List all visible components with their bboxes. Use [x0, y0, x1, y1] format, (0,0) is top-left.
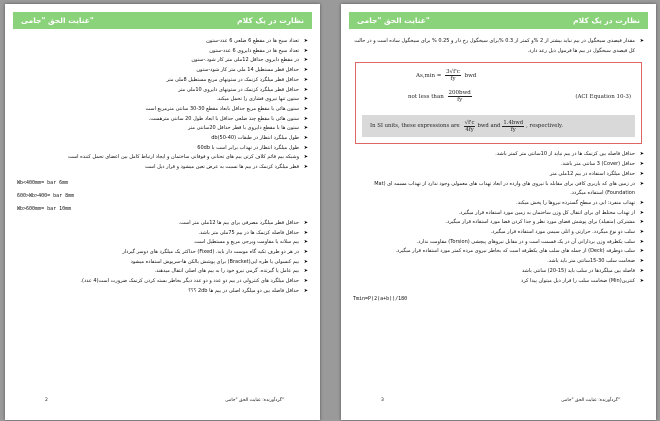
- list-item: ➤ فاصله بین میلگردها در سلب باید (15-20) سانتی باشد: [353, 267, 644, 277]
- page-header: [13, 12, 312, 29]
- list-item: ➤ طول میلگرد انتظار در تهداب برابر است با 60db: [17, 144, 308, 154]
- list-item: ➤ حداقل فاصله بین دو میلگرد اصلی در بیم ها 2db ؟؟؟: [17, 287, 308, 297]
- fraction-denominator: fy: [510, 126, 516, 133]
- list-item: ➤ مقدار فیصدی سیخگول در بیم نباید بیشتر از 2 %و کمتر از 0.3 %برای سیخگول رخ دار و 0.25 % برای سیخگول ساده است و در حالت کل فیصدی سیخگول در بیم ها فرمول ذیل رعد دارد.: [353, 37, 644, 56]
- list-item: ➤ طول میلگرد انتظار در طبقات (40-50)db: [17, 134, 308, 144]
- list-item: ➤ بیم سلانه یا مقاومت ویرجی مربع و مستطیل است.: [17, 238, 308, 248]
- fraction-numerator: 200bwd: [448, 90, 471, 97]
- fraction-numerator: √f'c: [464, 119, 475, 126]
- list-item: ➤ سلب یکطرفه وزن بردارانی آن در یک قسمت است و در مقابل نیروهای پیچشی (Torsion) مقاومت ندارد.: [353, 238, 644, 248]
- list-item: ➤ ضخامت سلب 30-15سانتی متر باید باشد.: [353, 257, 644, 267]
- note-line: Wb<400mm= bar 6mm: [17, 179, 69, 186]
- bullet-list: [353, 37, 644, 56]
- list-item: ➤ ستون هائی با مقطع چند ضلعی حداقل با ابعاد طول 20 سانتی مترهست.: [17, 115, 308, 125]
- equation-line-2: [408, 90, 474, 103]
- page-content: [353, 37, 644, 390]
- page-number: 3: [381, 398, 384, 403]
- page-footer: [351, 398, 646, 408]
- header-brand: عنایت الحق "جامی": [357, 16, 430, 25]
- list-item: ➤ در مقطع دایروی حداقل 12ملی متر کار شود.-ستون: [17, 56, 308, 66]
- list-item: ➤ سلب دوطرفه (Deck) از جمله های سلب های یکطرفه است که بخاطر نیروی مرده کمتر مورد استفاده قرار میگیرد.: [353, 247, 644, 257]
- equation-lhs: As,min =: [416, 73, 442, 80]
- list-item: ➤ حداقل قطر میلگرد کزنمک در ستونهای دایروی 10ملی متر: [17, 86, 308, 96]
- page-header: [349, 12, 648, 29]
- list-item: ➤ حداقل قطر مستطیل 14 ملی متر کار شود-ستون: [17, 66, 308, 76]
- list-item: ➤ کنترین(Min) ضخامت سلب را قرار ذیل میتوان پیدا کرد: [353, 277, 644, 287]
- fraction-denominator: fy: [450, 76, 456, 83]
- page-footer: [15, 398, 310, 408]
- equation-term: bwd: [464, 73, 477, 80]
- note-line: 600>Wb>400= bar 8mm: [17, 192, 75, 199]
- equation-reference: (ACI Equation 10-3): [575, 94, 631, 101]
- list-item: ➤ ستون ها با مقطع دایروی با قطر حداقل 20سانتی متر: [17, 124, 308, 134]
- si-suffix: , respectively.: [526, 123, 564, 130]
- equation-fraction: [502, 120, 524, 133]
- list-item: ➤ حداقل فاصله بین کزنمک ها در بیم نباید از 10سانتی متر کمتر باشد.: [353, 150, 644, 160]
- list-item: ➤ ستون هائی با مقطع مربع حداقل بابعاد مقطع 30-30 سانتی مترمربع است: [17, 105, 308, 115]
- page-content: [17, 37, 308, 390]
- list-item: ➤ در هر دو طرف تکیه گاه موست دار باید. (Fixed) حداکثر یک میلگرد های دوسر گیردار: [17, 248, 308, 258]
- bullet-list: [353, 150, 644, 286]
- equation-figure: [355, 62, 642, 144]
- si-prefix: In SI units, these expressions are: [370, 123, 460, 130]
- list-item: ➤ تعداد سیخ ها در مقطع دایروی 6 عدد-ستون: [17, 47, 308, 57]
- footer-signature: گردآورنده: عنایت الحق "جامی": [225, 398, 284, 403]
- list-item: ➤ حداقل فاصله کزنمک ها در بیم 75ملی متر باشد.: [17, 229, 308, 239]
- header-title: نظارت در یک کلام: [237, 16, 304, 25]
- list-item: ➤ تهداب منفرد: ابی در سطح گسترده نیروها را پخش میکند.: [353, 199, 644, 209]
- list-item: ➤ بیم عامل یا گیرنده. گرمی نیرو خود را به بیم های اصلی انتقال میدهند.: [17, 267, 308, 277]
- width-rules: [17, 180, 308, 212]
- equation-fraction: [448, 90, 472, 103]
- bullet-list: [17, 219, 308, 297]
- list-item: ➤ تعداد سیخ ها در مقطع 6 ضلعی 6 عدد-ستون: [17, 37, 308, 47]
- equation-line-1: [416, 69, 476, 82]
- fraction-numerator: 3√f'c: [446, 69, 460, 76]
- list-item: ➤ از تهداب مختلط ای برای انتقال کل وزن ساختمان به زمین مورد استفاده قرار میگیرد.: [353, 209, 644, 219]
- note-line: Wb>600mm= bar 10mm: [17, 205, 72, 212]
- list-item: ➤ ستون تنها نیروی فشاری را تحمل میکند.: [17, 95, 308, 105]
- header-title: نظارت در یک کلام: [573, 16, 640, 25]
- list-item: ➤ حداقل (Cover) 3 سانتی متر باشد.: [353, 160, 644, 170]
- equation-prefix: not less than: [408, 94, 444, 101]
- header-brand: عنایت الحق "جامی": [21, 16, 94, 25]
- list-item: ➤ سلب دو نوع میگردد. حرارتی و اتلی سیمی مورد استفاده قرار میگیرد.: [353, 228, 644, 238]
- list-item: ➤ در زمین های که باربری کافی برای مقابله با نیروی های وارده در ابعاد تهداب های معمولی وجود ندارد از تهداب مسمه ای (Mat Foundation) استفاده میگردد.: [353, 180, 644, 199]
- fraction-denominator: fy: [457, 97, 463, 104]
- list-item: ➤ حداقل میلگرد های کنترولی در بیم دو عدد و دو عدد دیگر بخاطر بسته کردن کزنمک ضرورت است(4 عدد).: [17, 277, 308, 287]
- bullet-list: [17, 37, 308, 173]
- list-item: ➤ مشترکی (متفیلد) برای پوشش فضای مورد نظر و جدا کردن فضا مورد استفاده قرار میگیرد.: [353, 218, 644, 228]
- page-number: 2: [45, 398, 48, 403]
- si-units-note: [362, 115, 635, 137]
- list-item: ➤ بیم کنسولی یا طره ایی(Bracket) برای پوشش بالکن ها-سرپوش استفاده میشود: [17, 258, 308, 268]
- list-item: ➤ وشبکه بیم قائم کلاف کرتن بیم های تحتانی و فوقانی ساختمان و ایجاد ارتباط کامل بین اعضای تحمل کننده است: [17, 153, 308, 163]
- list-item: ➤ قطر میلگرد کزنمک در بیم ها نسبت به عرض تعین میشود و قرار ذیل است: [17, 163, 308, 173]
- fraction-numerator: 1.4bwd: [503, 119, 524, 126]
- list-item: ➤ حداقل قطر میلگرد کزنمک در ستونهای مربع مستطیل 8ملی متر: [17, 76, 308, 86]
- list-item: ➤ حداقل قطر میلگرد مصرفی برای بیم ها 12ملی متر است.: [17, 219, 308, 229]
- fraction-denominator: 4fy: [465, 126, 474, 133]
- equation-fraction: [445, 69, 461, 82]
- footer-signature: گردآورنده: عنایت الحق "جامی": [561, 398, 620, 403]
- list-item: ➤ حداقل میلگرد استفاده در بیم 12ملی متر: [353, 170, 644, 180]
- si-middle: bwd and: [477, 123, 501, 130]
- document-page-right: [341, 4, 656, 420]
- slab-thickness-formula: Tmin=P(2(a+b))/180: [353, 296, 408, 303]
- equation-fraction: [464, 120, 476, 133]
- document-page-left: [5, 4, 320, 420]
